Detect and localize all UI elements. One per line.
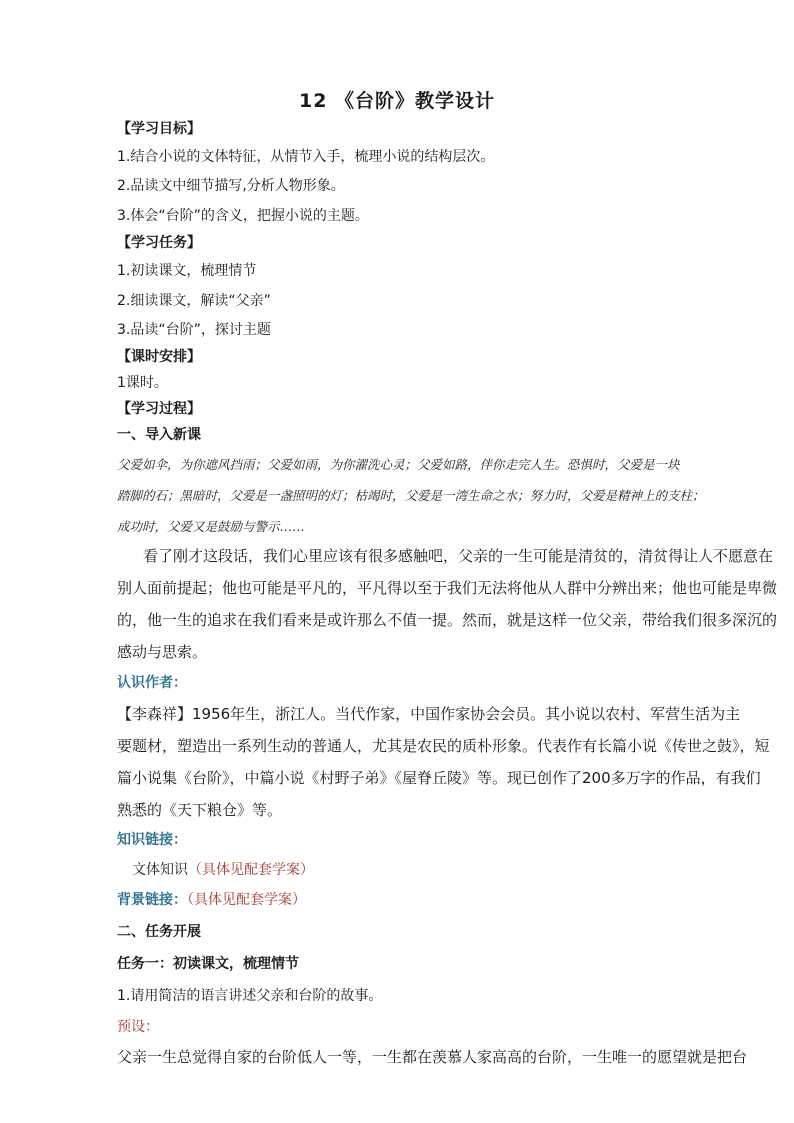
document-title: 12 《台阶》教学设计: [298, 90, 496, 112]
section-1-heading: 一、导入新课: [117, 427, 201, 443]
goal-item: 3.体会“台阶”的含义，把握小说的主题。: [117, 208, 369, 224]
author-heading: 认识作者：: [117, 675, 187, 691]
schedule-heading: 【课时安排】: [117, 349, 201, 365]
author-paragraph-line: 要题材，塑造出一系列生动的普通人，尤其是农民的质朴形象。代表作有长篇小说《传世之鼓》，短: [117, 737, 770, 755]
knowledge-heading: 知识链接：: [117, 832, 187, 848]
knowledge-line: [132, 860, 314, 880]
quote-line: 成功时，父爱又是鼓励与警示……: [117, 519, 305, 534]
task-1-title: 任务一：初读课文，梳理情节: [117, 956, 299, 972]
knowledge-text: 文体知识: [132, 862, 188, 878]
preset-text: 父亲一生总觉得自家的台阶低人一等，一生都在羡慕人家高高的台阶，一生唯一的愿望就是把台: [117, 1048, 748, 1066]
intro-paragraph-line: 的，他一生的追求在我们看来是或许那么不值一提。然而，就是这样一位父亲，带给我们很多深沉的: [117, 611, 778, 629]
knowledge-note: （具体见配套学案）: [188, 862, 314, 878]
process-heading: 【学习过程】: [117, 401, 201, 417]
intro-paragraph-line: 看了刚才这段话，我们心里应该有很多感触吧，父亲的一生可能是清贫的，清贫得让人不愿意在: [143, 547, 774, 565]
intro-paragraph-line: 感动与思索。: [117, 643, 208, 661]
goal-item: 1.结合小说的文体特征，从情节入手，梳理小说的结构层次。: [117, 149, 495, 165]
tasks-heading: 【学习任务】: [117, 235, 201, 251]
goals-heading: 【学习目标】: [117, 121, 201, 137]
schedule-text: 1课时。: [117, 375, 168, 391]
task-item: 1.初读课文，梳理情节: [117, 263, 257, 279]
author-paragraph-line: 篇小说集《台阶》，中篇小说《村野子弟》《屋脊丘陵》等。现已创作了200多万字的作品，有我们: [117, 769, 761, 787]
background-line: [117, 890, 306, 910]
goal-item: 2.品读文中细节描写,分析人物形象。: [117, 178, 345, 194]
background-heading: 背景链接：: [117, 892, 187, 908]
author-paragraph-line: 【李森祥】1956年生，浙江人。当代作家，中国作家协会会员。其小说以农村、军营生活为主: [117, 705, 741, 723]
author-paragraph-line: 熟悉的《天下粮仓》等。: [117, 801, 283, 819]
section-2-heading: 二、任务开展: [117, 924, 201, 940]
quote-line: 父爱如伞，为你遮风挡雨；父爱如雨，为你濯洗心灵；父爱如路，伴你走完人生。恐惧时，父爱是一块: [117, 457, 680, 472]
quote-line: 踏脚的石；黑暗时，父爱是一盏照明的灯；枯竭时，父爱是一湾生命之水；努力时，父爱是精神上的支柱；: [117, 488, 705, 503]
task-item: 3.品读“台阶”，探讨主题: [117, 322, 271, 338]
task-item: 2.细读课文，解读“父亲”: [117, 293, 271, 309]
intro-paragraph-line: 别人面前提起；他也可能是平凡的，平凡得以至于我们无法将他从人群中分辨出来；他也可能是卑微: [117, 579, 778, 597]
background-note: （具体见配套学案）: [187, 892, 306, 908]
task-1-question: 1.请用简洁的语言讲述父亲和台阶的故事。: [117, 988, 383, 1004]
preset-label: 预设：: [117, 1019, 159, 1035]
